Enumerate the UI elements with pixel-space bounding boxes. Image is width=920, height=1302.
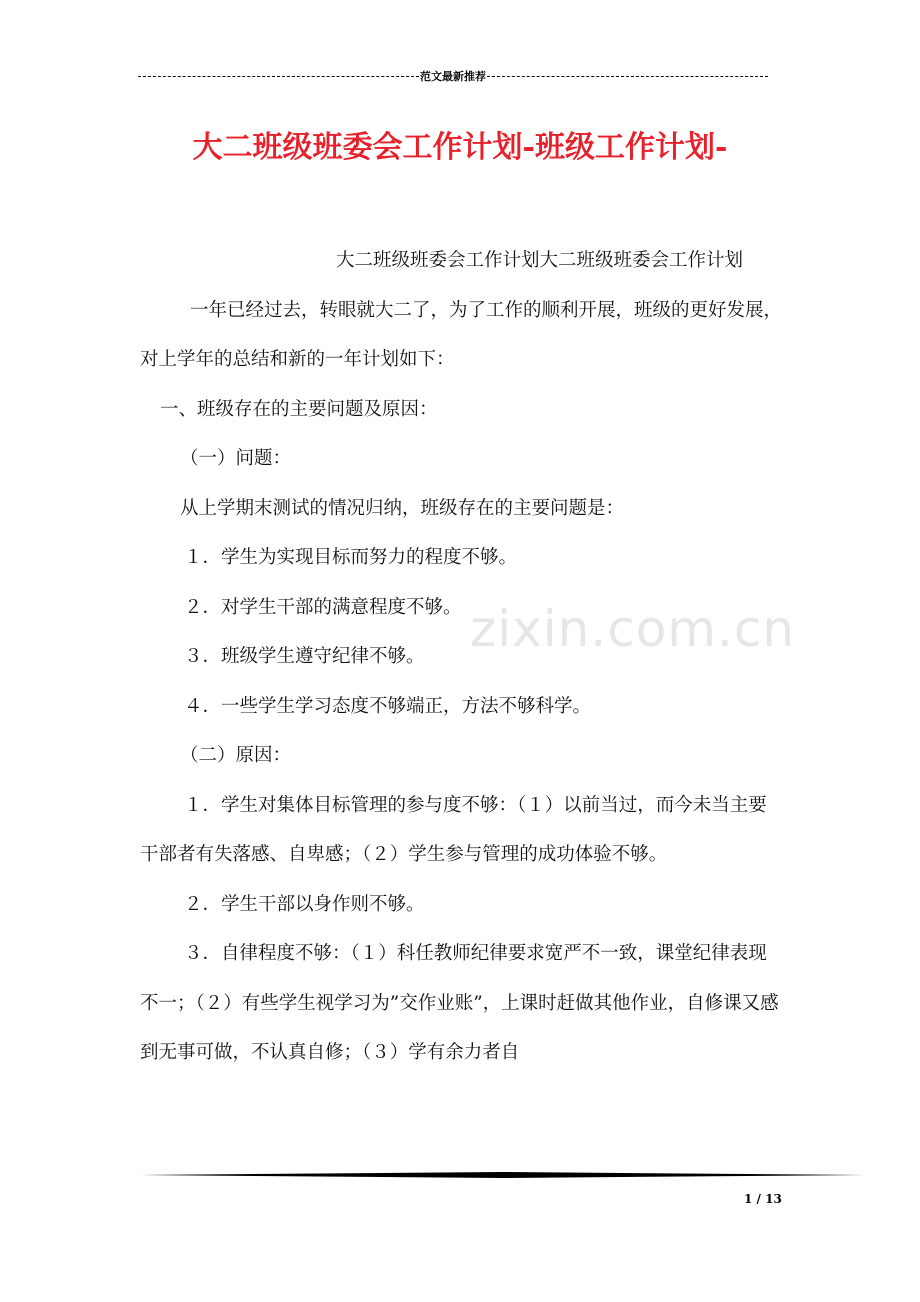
list-item: ３．自律程度不够：（１）科任教师纪律要求宽严不一致，课堂纪律表现不一；（２）有些学生视学习为”交作业账”，上课时赶做其他作业，自修课又感到无事可做，不认真自修；（３）学有余力者自 <box>140 943 779 1063</box>
document-body <box>140 236 785 1078</box>
subsection-heading-problems: （一）问题： <box>180 448 292 469</box>
section-heading-problems-causes: 一、班级存在的主要问题及原因： <box>160 398 438 420</box>
header-label: 范文最新推荐 <box>420 70 486 83</box>
footer-rule <box>140 1172 865 1178</box>
paragraph-intro: 一年已经过去，转眼就大二了，为了工作的顺利开展，班级的更好发展，对上学年的总结和新的一年计划如下： <box>140 299 783 370</box>
list-item: ２．学生干部以身作则不够。 <box>184 893 425 915</box>
list-item: ４．一些学生学习态度不够端正，方法不够科学。 <box>184 695 592 717</box>
header-dash-left <box>138 76 419 77</box>
header-dash-right <box>487 76 768 77</box>
page-header <box>138 68 768 84</box>
paragraph-subtitle: 大二班级班委会工作计划大二班级班委会工作计划 <box>336 250 744 271</box>
document-title: 大二班级班委会工作计划-班级工作计划- <box>192 130 728 165</box>
list-item: １．学生对集体目标管理的参与度不够：（１）以前当过，而今未当主要干部者有失落感、自卑感；（２）学生参与管理的成功体验不够。 <box>140 794 767 865</box>
list-item: ３．班级学生遵守纪律不够。 <box>184 646 425 667</box>
page-number: 1 / 13 <box>744 1192 782 1206</box>
subsection-heading-causes: （二）原因： <box>180 745 292 766</box>
list-item: １．学生为实现目标而努力的程度不够。 <box>184 547 518 568</box>
paragraph-summary: 从上学期末测试的情况归纳，班级存在的主要问题是： <box>180 497 625 519</box>
watermark-text: zixin.com.cn <box>470 600 796 658</box>
list-item: ２．对学生干部的满意程度不够。 <box>184 596 462 618</box>
